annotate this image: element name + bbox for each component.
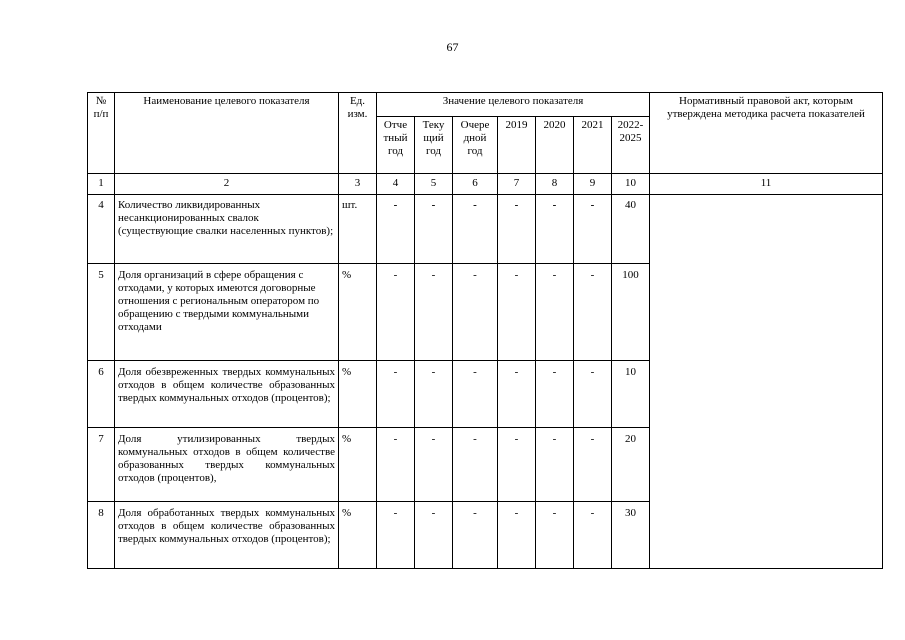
- indicator-name: Доля обработанных твердых коммунальных отходов в общем количестве образованных твердых коммунальных отходов (процентов);: [115, 502, 339, 569]
- value-cell: -: [453, 264, 498, 361]
- value-cell: -: [415, 502, 453, 569]
- header-sub-current-year: Теку щий год: [415, 117, 453, 174]
- value-cell: -: [498, 195, 536, 264]
- header-sub-2021: 2021: [574, 117, 612, 174]
- indicator-name: Количество ликвидированных несанкционированных свалок (существующие свалки населенных пунктов);: [115, 195, 339, 264]
- column-number-row: [88, 174, 883, 195]
- value-cell: -: [415, 264, 453, 361]
- value-cell: -: [498, 361, 536, 428]
- value-cell: -: [536, 195, 574, 264]
- header-sub-2022-2025: 2022-2025: [612, 117, 650, 174]
- row-number: 6: [88, 361, 115, 428]
- indicator-name: Доля обезвреженных твердых коммунальных отходов в общем количестве образованных твердых коммунальных отходов (процентов);: [115, 361, 339, 428]
- value-cell: 40: [612, 195, 650, 264]
- value-cell: -: [377, 502, 415, 569]
- indicator-unit: %: [339, 502, 377, 569]
- value-cell: -: [453, 502, 498, 569]
- column-number: 1: [88, 174, 115, 195]
- row-number: 4: [88, 195, 115, 264]
- row-number: 7: [88, 428, 115, 502]
- column-number: 2: [115, 174, 339, 195]
- value-cell: -: [415, 195, 453, 264]
- value-cell: -: [498, 264, 536, 361]
- value-cell: 10: [612, 361, 650, 428]
- value-cell: -: [536, 264, 574, 361]
- value-cell: -: [377, 264, 415, 361]
- table-row: [88, 195, 883, 264]
- indicator-unit: %: [339, 264, 377, 361]
- value-cell: -: [498, 428, 536, 502]
- target-indicators-table: [87, 92, 883, 569]
- column-number: 5: [415, 174, 453, 195]
- header-sub-reporting-year: Отче тный год: [377, 117, 415, 174]
- indicator-unit: %: [339, 428, 377, 502]
- header-name: Наименование целевого показателя: [115, 93, 339, 174]
- column-number: 6: [453, 174, 498, 195]
- header-sub-next-year: Очере дной год: [453, 117, 498, 174]
- column-number: 10: [612, 174, 650, 195]
- value-cell: -: [574, 195, 612, 264]
- value-cell: -: [536, 428, 574, 502]
- indicator-unit: шт.: [339, 195, 377, 264]
- header-row: [88, 93, 883, 117]
- value-cell: -: [415, 428, 453, 502]
- value-cell: -: [574, 361, 612, 428]
- column-number: 7: [498, 174, 536, 195]
- value-cell: -: [536, 502, 574, 569]
- value-cell: -: [498, 502, 536, 569]
- column-number: 8: [536, 174, 574, 195]
- act-cell: [650, 195, 883, 569]
- value-cell: -: [453, 361, 498, 428]
- value-cell: -: [415, 361, 453, 428]
- column-number: 9: [574, 174, 612, 195]
- header-value-group: Значение целевого показателя: [377, 93, 650, 117]
- value-cell: -: [377, 361, 415, 428]
- column-number: 3: [339, 174, 377, 195]
- value-cell: -: [453, 195, 498, 264]
- value-cell: -: [574, 502, 612, 569]
- value-cell: -: [377, 195, 415, 264]
- value-cell: -: [377, 428, 415, 502]
- value-cell: 30: [612, 502, 650, 569]
- header-unit: Ед. изм.: [339, 93, 377, 174]
- header-act: Нормативный правовой акт, которым утверждена методика расчета показателей: [650, 93, 883, 174]
- header-no: № п/п: [88, 93, 115, 174]
- header-sub-2019: 2019: [498, 117, 536, 174]
- indicator-name: Доля утилизированных твердых коммунальных отходов в общем количестве образованных твердых коммунальных отходов (процентов),: [115, 428, 339, 502]
- row-number: 5: [88, 264, 115, 361]
- indicator-name: Доля организаций в сфере обращения с отходами, у которых имеются договорные отношения с региональным оператором по обращению с твердыми коммунальными отходами: [115, 264, 339, 361]
- header-sub-2020: 2020: [536, 117, 574, 174]
- value-cell: 100: [612, 264, 650, 361]
- column-number: 4: [377, 174, 415, 195]
- value-cell: -: [536, 361, 574, 428]
- value-cell: -: [574, 428, 612, 502]
- page-number: 67: [446, 40, 459, 54]
- indicator-unit: %: [339, 361, 377, 428]
- value-cell: -: [574, 264, 612, 361]
- column-number: 11: [650, 174, 883, 195]
- row-number: 8: [88, 502, 115, 569]
- value-cell: 20: [612, 428, 650, 502]
- value-cell: -: [453, 428, 498, 502]
